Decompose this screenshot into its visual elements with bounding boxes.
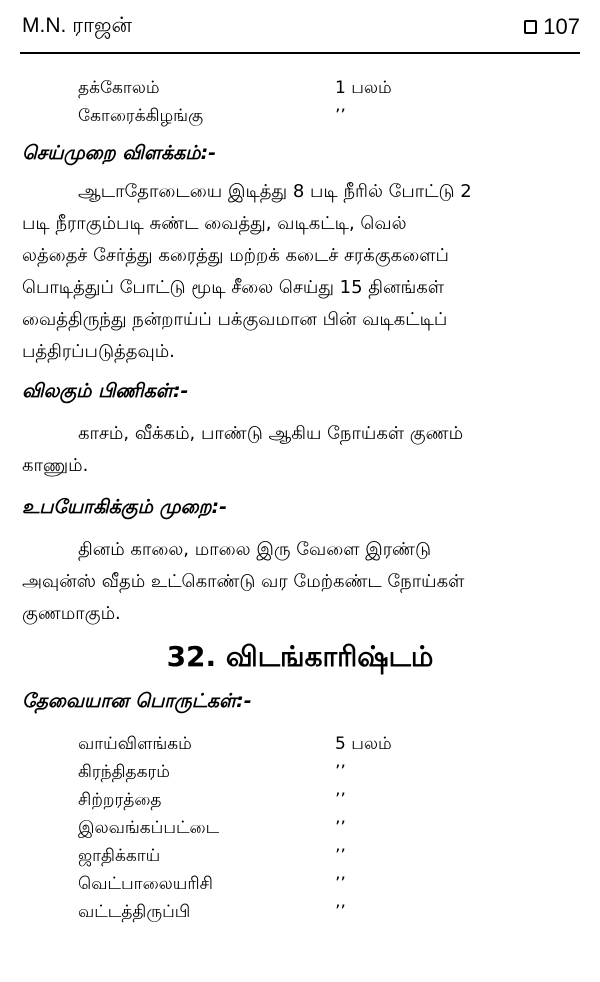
top-ingredient-list (78, 74, 455, 130)
paragraph-line: ஆடாதோடையை இடித்து 8 படி நீரில் போட்டு 2 (78, 181, 472, 202)
ingredient-row (78, 814, 455, 842)
ingredient-name: கோரைக்கிழங்கு (78, 106, 204, 126)
paragraph-line: பொடித்துப் போட்டு மூடி சீலை செய்து 15 தினங்கள் (22, 277, 445, 298)
usage-paragraph (22, 534, 582, 630)
author-name: M.N. ராஜன் (22, 14, 132, 37)
ingredient-name: வெட்பாலையரிசி (78, 874, 213, 894)
ingredient-row (78, 842, 455, 870)
ingredient-qty: ’’ (335, 874, 346, 894)
required-heading: தேவையான பொருட்கள்:- (22, 690, 252, 712)
header-divider (20, 52, 580, 54)
paragraph-line: படி நீராகும்படி சுண்ட வைத்து, வடிகட்டி, வெல் (22, 213, 407, 234)
paragraph-line: தினம் காலை, மாலை இரு வேளை இரண்டு (78, 539, 432, 560)
ingredient-name: வாய்விளங்கம் (78, 734, 192, 754)
paragraph-line: காணும். (22, 455, 89, 476)
ailments-paragraph (22, 418, 582, 482)
paragraph-line: லத்தைச் சேர்த்து கரைத்து மற்றக் கடைச் சரக்குகளைப் (22, 245, 449, 266)
ingredient-name: இலவங்கப்பட்டை (78, 818, 220, 838)
ingredient-qty: ’’ (335, 762, 346, 782)
ingredient-qty: 5 பலம் (335, 734, 392, 754)
required-ingredient-list (78, 730, 455, 926)
paragraph-line: அவுன்ஸ் வீதம் உட்கொண்டு வர மேற்கண்ட நோய்கள் (22, 571, 465, 592)
ingredient-qty: ’’ (335, 790, 346, 810)
paragraph-line: வைத்திருந்து நன்றாய்ப் பக்குவமான பின் வடிகட்டிப் (22, 309, 448, 330)
ingredient-qty: ’’ (335, 106, 346, 126)
chapter-title: 32. விடங்காரிஷ்டம் (166, 640, 434, 673)
method-heading: செய்முறை விளக்கம்:- (22, 142, 217, 164)
ingredient-name: தக்கோலம் (78, 78, 160, 98)
ingredient-row (78, 102, 455, 130)
paragraph-line: குணமாகும். (22, 603, 121, 624)
paragraph-line: பத்திரப்படுத்தவும். (22, 341, 175, 362)
page-header (22, 14, 580, 50)
ingredient-row (78, 870, 455, 898)
ingredient-qty: 1 பலம் (335, 78, 392, 98)
ingredient-name: வட்டத்திருப்பி (78, 902, 191, 922)
method-paragraph (22, 176, 582, 368)
ingredient-row (78, 898, 455, 926)
ingredient-row (78, 758, 455, 786)
paragraph-line: காசம், வீக்கம், பாண்டு ஆகிய நோய்கள் குணம் (78, 423, 464, 444)
ingredient-qty: ’’ (335, 818, 346, 838)
ingredient-name: ஜாதிக்காய் (78, 846, 161, 866)
ingredient-name: கிரந்திதகரம் (78, 762, 170, 782)
square-icon (524, 20, 537, 34)
ingredient-qty: ’’ (335, 902, 346, 922)
ailments-heading: விலகும் பிணிகள்:- (22, 380, 189, 402)
usage-heading: உபயோகிக்கும் முறை:- (22, 496, 227, 518)
ingredient-qty: ’’ (335, 846, 346, 866)
ingredient-name: சிற்றரத்தை (78, 790, 162, 810)
ingredient-row (78, 74, 455, 102)
page-number-group (524, 14, 580, 40)
ingredient-row (78, 730, 455, 758)
page-number: 107 (543, 14, 580, 39)
ingredient-row (78, 786, 455, 814)
